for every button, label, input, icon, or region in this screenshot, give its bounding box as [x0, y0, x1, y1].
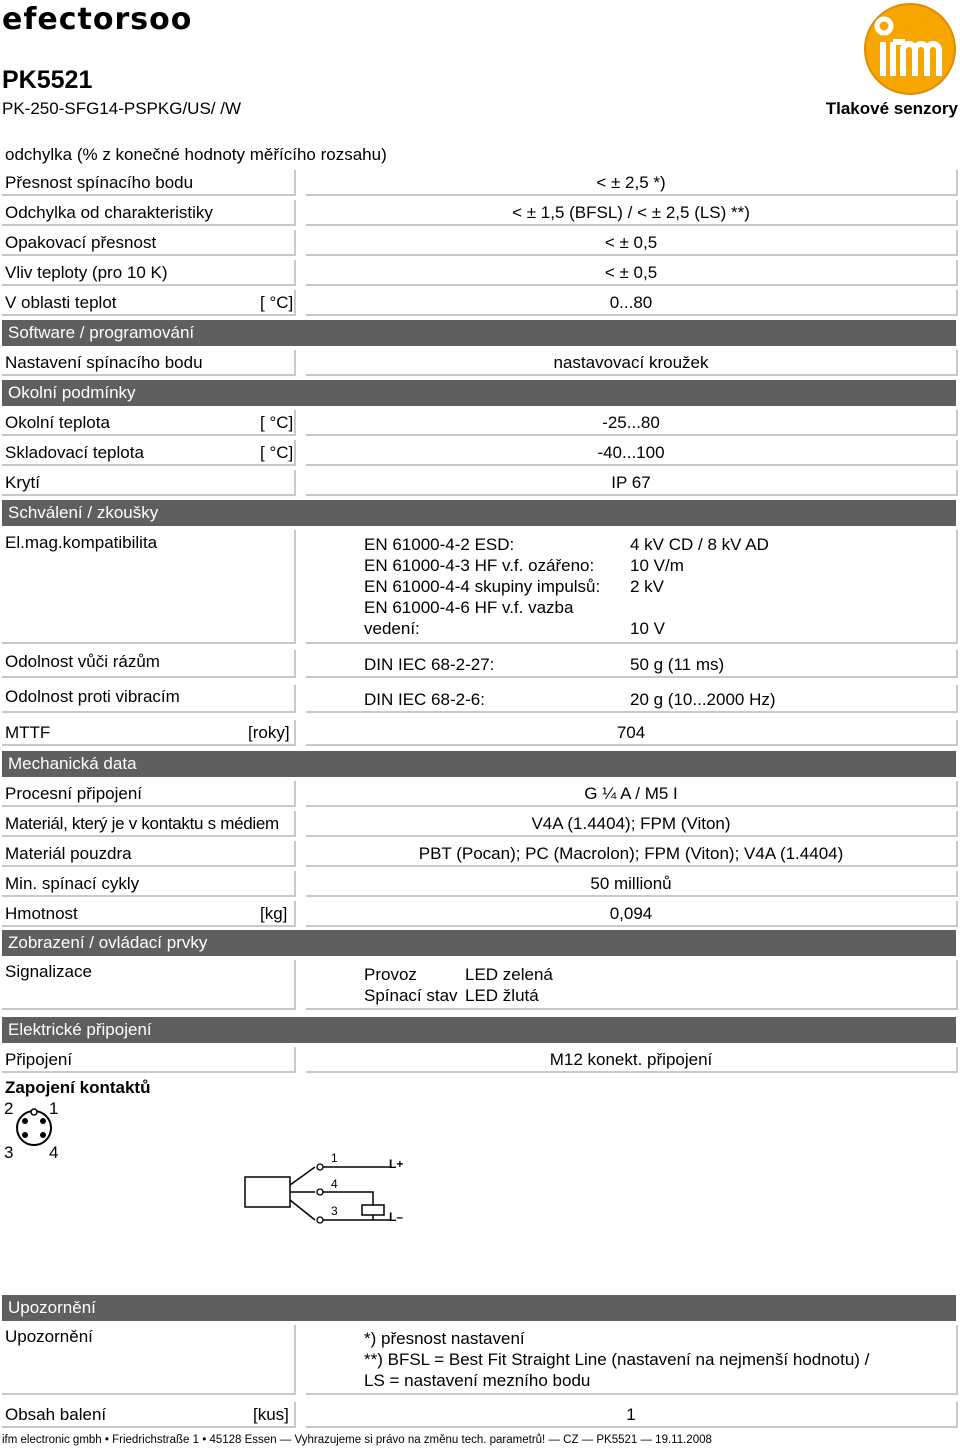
brand-logo: efectorsoo	[2, 2, 193, 37]
spec-value: M12 konekt. připojení	[549, 1050, 713, 1069]
wire-label: 4	[331, 1177, 338, 1191]
spec-label: Materiál, který je v kontaktu s médiem	[5, 814, 279, 833]
section-header-electrical	[2, 1017, 956, 1043]
pin-label: 2	[4, 1099, 14, 1118]
spec-label: Vliv teploty (pro 10 K)	[5, 263, 168, 282]
section-title: Elektrické připojení	[8, 1020, 152, 1039]
section-header-software	[2, 320, 956, 346]
spec-value: < ± 0,5	[604, 233, 658, 252]
spec-row	[2, 901, 958, 927]
shock-test: DIN IEC 68-2-27:	[364, 655, 495, 674]
spec-row	[2, 170, 958, 196]
section-title: Zobrazení / ovládací prvky	[8, 933, 208, 952]
spec-row	[2, 720, 958, 746]
spec-value: < ± 0,5	[604, 263, 658, 282]
spec-unit: [roky]	[248, 723, 290, 742]
emc-value: 10 V	[630, 619, 665, 638]
spec-value: 0,094	[609, 904, 653, 923]
spec-row	[2, 1402, 958, 1428]
section-header-display	[2, 930, 956, 956]
spec-row	[2, 811, 958, 837]
spec-label: MTTF	[5, 723, 51, 742]
wire-label: 1	[331, 1151, 338, 1165]
section-header-approvals	[2, 500, 956, 526]
emc-label: El.mag.kompatibilita	[5, 533, 158, 552]
spec-value: nastavovací kroužek	[553, 353, 709, 372]
emc-value: 10 V/m	[630, 556, 684, 575]
spec-value: < ± 1,5 (BFSL) / < ± 2,5 (LS) **)	[512, 203, 750, 222]
pin-label: 1	[49, 1099, 59, 1118]
section-title: Okolní podmínky	[8, 383, 136, 402]
spec-row	[2, 410, 958, 436]
emc-value: 4 kV CD / 8 kV AD	[630, 535, 769, 554]
emc-test: EN 61000-4-3 HF v.f. ozářeno:	[364, 556, 595, 575]
wiring-title: Zapojení kontaktů	[5, 1078, 151, 1097]
notes-label: Upozornění	[5, 1327, 93, 1346]
spec-unit: [kg]	[260, 904, 288, 923]
spec-value: < ± 2,5 *)	[596, 173, 666, 192]
spec-unit: [kus]	[253, 1405, 289, 1424]
spec-value: -25...80	[602, 413, 660, 432]
spec-value: V4A (1.4404); FPM (Viton)	[531, 814, 731, 833]
spec-row	[2, 470, 958, 496]
deviation-caption: odchylka (% z konečné hodnoty měřícího rozsahu)	[5, 145, 387, 164]
spec-label: Odchylka od charakteristiky	[5, 203, 213, 222]
emc-value: 2 kV	[630, 577, 665, 596]
note-line: *) přesnost nastavení	[364, 1329, 525, 1348]
spec-row	[2, 230, 958, 256]
spec-unit: [ °C]	[260, 293, 294, 312]
spec-row	[2, 781, 958, 807]
signal-label: Signalizace	[5, 962, 92, 981]
section-title: Software / programování	[8, 323, 195, 342]
section-header-ambient	[2, 380, 956, 406]
section-title: Schválení / zkoušky	[8, 503, 159, 522]
spec-label: Nastavení spínacího bodu	[5, 353, 203, 372]
emc-test: EN 61000-4-2 ESD:	[364, 535, 515, 554]
spec-value: 0...80	[609, 293, 653, 312]
connector-pinout-icon	[14, 1108, 54, 1153]
article-number: PK-250-SFG14-PSPKG/US/ /W	[2, 99, 242, 118]
spec-row	[2, 841, 958, 867]
section-title: Upozornění	[8, 1298, 96, 1317]
shock-label: Odolnost vůči rázům	[5, 652, 160, 671]
section-header-mechanical	[2, 751, 956, 777]
vibration-value: 20 g (10...2000 Hz)	[630, 690, 776, 709]
signal-name: Provoz	[364, 965, 417, 984]
signal-value: LED žlutá	[465, 986, 539, 1005]
signal-value: LED zelená	[465, 965, 553, 984]
product-category: Tlakové senzory	[825, 99, 958, 118]
footer-text: ifm electronic gmbh • Friedrichstraße 1 • 45128 Essen — Vyhrazujeme si právo na změnu tech. parametrů! — CZ — PK5521 — 19.11.2008	[2, 1434, 712, 1446]
wire-label: L+	[389, 1157, 404, 1171]
shock-value: 50 g (11 ms)	[630, 655, 725, 674]
spec-label: Přesnost spínacího bodu	[5, 173, 194, 192]
spec-value: 1	[626, 1405, 636, 1424]
spec-label: Materiál pouzdra	[5, 844, 132, 863]
spec-label: V oblasti teplot	[5, 293, 117, 312]
section-title: Mechanická data	[8, 754, 137, 773]
note-line: **) BFSL = Best Fit Straight Line (nastavení na nejmenší hodnotu) /	[364, 1350, 870, 1369]
spec-row	[2, 260, 958, 286]
spec-row	[2, 871, 958, 897]
spec-label: Okolní teplota	[5, 413, 110, 432]
spec-label: Hmotnost	[5, 904, 78, 923]
spec-row	[2, 440, 958, 466]
spec-label: Opakovací přesnost	[5, 233, 157, 252]
spec-value: 704	[616, 723, 646, 742]
emc-test: EN 61000-4-6 HF v.f. vazba	[364, 598, 574, 617]
spec-row	[2, 350, 958, 376]
spec-value: IP 67	[611, 473, 651, 492]
spec-row	[2, 1047, 958, 1073]
spec-row	[2, 200, 958, 226]
vibration-test: DIN IEC 68-2-6:	[364, 690, 485, 709]
pin-label: 4	[49, 1143, 59, 1162]
note-line: LS = nastavení mezního bodu	[364, 1371, 591, 1390]
ifm-logo-icon	[863, 2, 957, 96]
section-header-notes	[2, 1295, 956, 1321]
vibration-label: Odolnost proti vibracím	[5, 687, 180, 706]
spec-label: Skladovací teplota	[5, 443, 144, 462]
emc-test: vedení:	[364, 619, 420, 638]
spec-label: Obsah balení	[5, 1405, 107, 1424]
wire-label: L–	[389, 1210, 404, 1224]
spec-label: Připojení	[5, 1050, 73, 1069]
spec-unit: [ °C]	[260, 443, 294, 462]
spec-row	[2, 290, 958, 316]
spec-value: 50 millionů	[590, 874, 672, 893]
spec-label: Krytí	[5, 473, 40, 492]
spec-value: -40...100	[597, 443, 665, 462]
wire-label: 3	[331, 1204, 338, 1218]
emc-test: EN 61000-4-4 skupiny impulsů:	[364, 577, 601, 596]
spec-unit: [ °C]	[260, 413, 294, 432]
pin-label: 3	[4, 1143, 14, 1162]
spec-label: Procesní připojení	[5, 784, 143, 803]
spec-value: G ¼ A / M5 I	[584, 784, 678, 803]
signal-name: Spínací stav	[364, 986, 458, 1005]
spec-value: PBT (Pocan); PC (Macrolon); FPM (Viton); V4A (1.4404)	[418, 844, 844, 863]
product-code: PK5521	[2, 66, 93, 94]
spec-label: Min. spínací cykly	[5, 874, 140, 893]
